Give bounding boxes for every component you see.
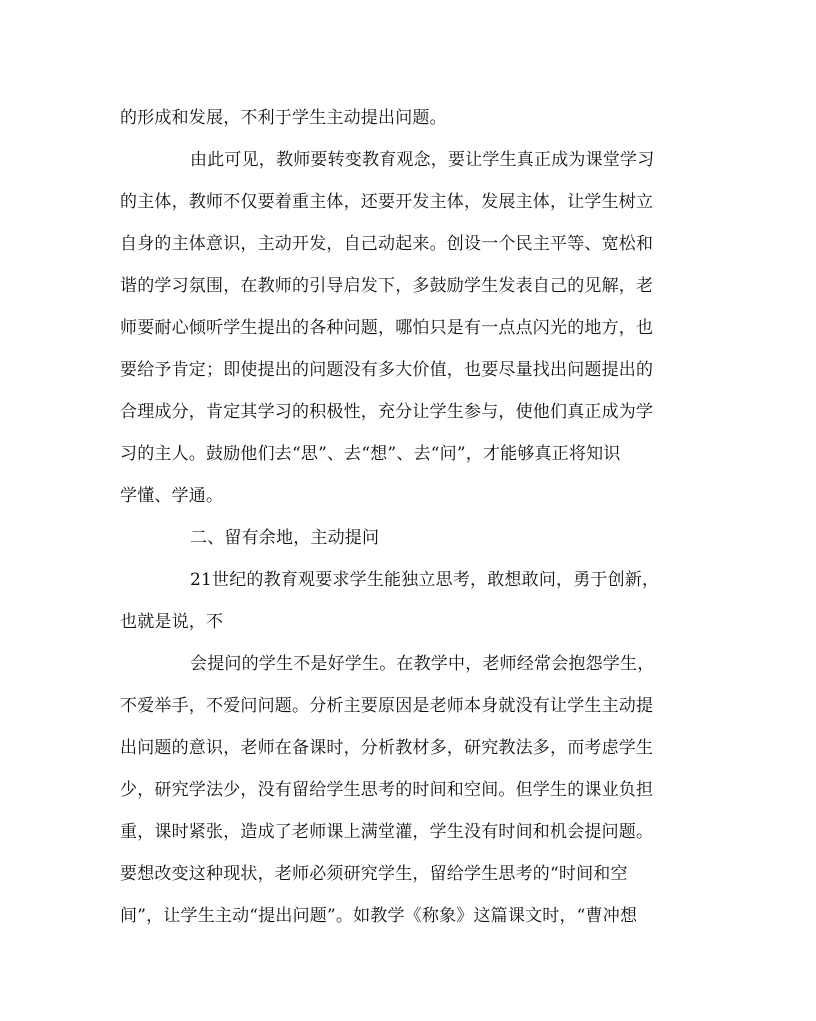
text-line: 要给予肯定；即使提出的问题没有多大价值，也要尽量找出问题提出的 [120,360,654,380]
text-line: 由此可见，教师要转变教育观念，要让学生真正成为课堂学习 [190,150,655,170]
text-line: 合理成分，肯定其学习的积极性，充分让学生参与，使他们真正成为学 [120,402,654,422]
text-line: 师要耐心倾听学生提出的各种问题，哪怕只是有一点点闪光的地方，也 [120,318,654,338]
text-line: 也就是说，不 [120,612,224,632]
text-line: 的主体，教师不仅要着重主体，还要开发主体，发展主体，让学生树立 [120,192,654,212]
text-line: 重，课时紧张，造成了老师课上满堂灌，学生没有时间和机会提问题。 [120,822,654,842]
text-line: 21世纪的教育观要求学生能独立思考，敢想敢问，勇于创新， [190,570,660,590]
text-line: 会提问的学生不是好学生。在教学中，老师经常会抱怨学生， [190,654,655,674]
text-line: 少，研究学法少，没有留给学生思考的时间和空间。但学生的课业负担 [120,780,654,800]
text-line: 习的主人。鼓励他们去“思”、去“想”、去“问”，才能够真正将知识 [120,444,621,464]
text-line: 出问题的意识，老师在备课时，分析教材多，研究教法多，而考虑学生 [120,738,654,758]
text-line: 自身的主体意识，主动开发，自己动起来。创设一个民主平等、宽松和 [120,234,654,254]
text-line: 要想改变这种现状，老师必须研究学生，留给学生思考的“时间和空 [120,864,628,884]
text-line: 谐的学习氛围，在教师的引导启发下，多鼓励学生发表自己的见解，老 [120,276,654,296]
text-line: 的形成和发展，不利于学生主动提出问题。 [120,108,447,128]
section-heading: 二、留有余地，主动提问 [190,528,380,548]
text-line: 学懂、学通。 [120,486,224,506]
text-line: 不爱举手，不爱问问题。分析主要原因是老师本身就没有让学生主动提 [120,696,654,716]
text-line: 间”，让学生主动“提出问题”。如教学《称象》这篇课文时，“曹冲想 [120,906,638,926]
